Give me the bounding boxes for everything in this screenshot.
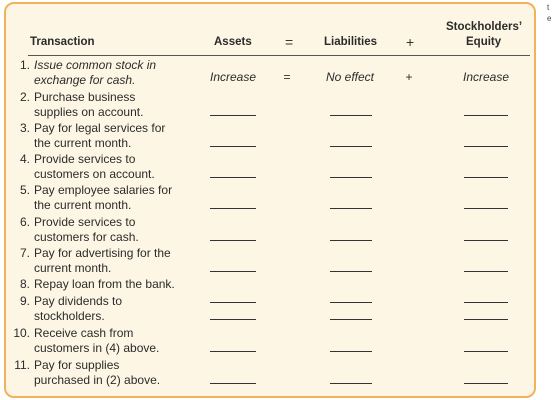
header-liabilities: Liabilities [324, 36, 378, 48]
equity-answer-blank[interactable] [464, 351, 508, 352]
liabilities-answer-blank[interactable] [330, 146, 372, 147]
description-line-2: purchased in (2) above. [34, 373, 161, 387]
liabilities-answer-blank[interactable] [330, 319, 372, 320]
header-equals-sign: = [285, 34, 294, 50]
assets-answer-blank[interactable] [210, 208, 256, 209]
equity-answer-blank[interactable] [464, 319, 508, 320]
transaction-description [34, 183, 204, 213]
assets-answer-blank[interactable] [210, 240, 256, 241]
row-number: 7. [19, 246, 30, 260]
equity-answer-blank[interactable] [464, 271, 508, 272]
assets-answer-blank[interactable] [210, 319, 256, 320]
equity-answer-blank[interactable] [464, 302, 508, 303]
liabilities-answer-blank[interactable] [330, 208, 372, 209]
row-number: 10. [13, 326, 30, 340]
header-rule [28, 55, 530, 56]
description-line-1: Pay for advertising for the [34, 246, 171, 260]
description-line-2: customers for cash. [34, 230, 139, 244]
header-plus-sign: + [406, 34, 415, 50]
description-line-1: Pay employee salaries for [34, 183, 173, 197]
description-line-1: Pay dividends to [34, 294, 123, 308]
description-line-1: Issue common stock in [34, 58, 157, 72]
transaction-description [34, 326, 204, 356]
description-line-1: Pay for supplies [34, 358, 120, 372]
row-number: 6. [19, 215, 30, 229]
description-line-2: the current month. [34, 136, 132, 150]
description-line-1: Purchase business [34, 90, 136, 104]
liabilities-answer-blank[interactable] [330, 240, 372, 241]
description-line-2: customers on account. [34, 167, 155, 181]
header-transaction: Transaction [30, 36, 95, 48]
liabilities-answer-blank[interactable] [330, 177, 372, 178]
transaction-description [34, 215, 204, 245]
plus-sign: + [405, 70, 413, 84]
liabilities-value: No effect [325, 70, 375, 84]
row-number: 11. [14, 358, 30, 372]
assets-value: Increase [209, 70, 257, 84]
transaction-description [34, 277, 204, 292]
equity-answer-blank[interactable] [464, 240, 508, 241]
description-line-2: the current month. [34, 198, 132, 212]
edge-text-1: t [547, 3, 550, 12]
equity-value: Increase [462, 70, 510, 84]
description-line-1: Repay loan from the bank. [34, 277, 175, 291]
row-number: 3. [19, 121, 30, 135]
description-line-2: exchange for cash. [34, 73, 136, 87]
equals-sign: = [283, 70, 291, 84]
transaction-description [34, 246, 204, 276]
description-line-1: Provide services to [34, 215, 136, 229]
header-equity-line1: Stockholders’ [446, 21, 523, 33]
header-assets: Assets [214, 36, 252, 48]
equity-answer-blank[interactable] [464, 208, 508, 209]
assets-answer-blank[interactable] [210, 177, 256, 178]
liabilities-answer-blank[interactable] [330, 271, 372, 272]
assets-answer-blank[interactable] [210, 146, 256, 147]
description-line-1: Receive cash from [34, 326, 134, 340]
row-number: 4. [19, 152, 30, 166]
transaction-description [34, 90, 204, 120]
assets-answer-blank[interactable] [210, 115, 256, 116]
assets-answer-blank[interactable] [210, 383, 256, 384]
equity-answer-blank[interactable] [464, 146, 508, 147]
assets-answer-blank[interactable] [210, 271, 256, 272]
equity-answer-blank[interactable] [464, 383, 508, 384]
description-line-2: stockholders. [34, 309, 105, 323]
transaction-description [34, 121, 204, 151]
liabilities-answer-blank[interactable] [330, 115, 372, 116]
row-number: 5. [19, 183, 30, 197]
description-line-2: customers in (4) above. [34, 341, 160, 355]
equity-answer-blank[interactable] [464, 177, 508, 178]
edge-text-2: e [547, 14, 552, 23]
row-number: 2. [19, 90, 30, 104]
assets-answer-blank[interactable] [210, 351, 256, 352]
description-line-2: current month. [34, 261, 112, 275]
liabilities-answer-blank[interactable] [330, 383, 372, 384]
equity-answer-blank[interactable] [464, 115, 508, 116]
transaction-description [34, 294, 204, 324]
description-line-1: Pay for legal services for [34, 121, 166, 135]
row-number: 9. [19, 294, 30, 308]
liabilities-answer-blank[interactable] [330, 302, 372, 303]
liabilities-answer-blank[interactable] [330, 351, 372, 352]
assets-answer-blank[interactable] [210, 302, 256, 303]
header-equity-line2: Equity [466, 36, 502, 48]
description-line-2: supplies on account. [34, 105, 144, 119]
description-line-1: Provide services to [34, 152, 136, 166]
transaction-description [34, 58, 204, 88]
row-number: 1. [19, 58, 30, 72]
transaction-description [34, 152, 204, 182]
transaction-description [34, 358, 204, 388]
row-number: 8. [19, 277, 30, 291]
